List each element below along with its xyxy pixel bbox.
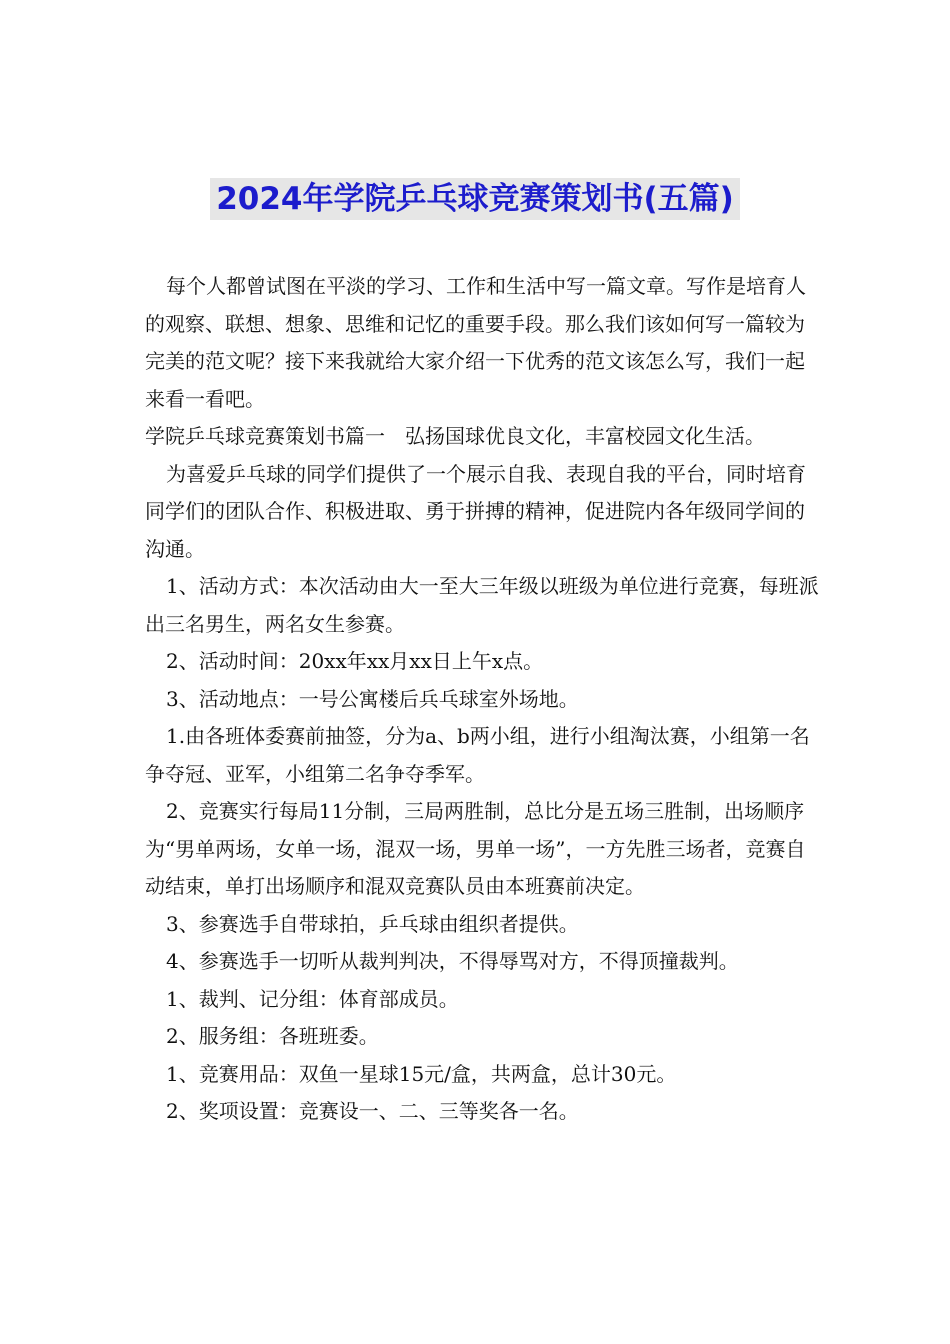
document-title: 2024年学院乒乓球竞赛策划书(五篇) [210, 178, 740, 220]
staff-referee-item: 1、裁判、记分组：体育部成员。 [166, 986, 459, 1011]
activity-method-item: 1、活动方式：本次活动由大一至大三年级以班级为单位进行竞赛，每班派出三名男生，两名女生参赛。 [145, 574, 819, 636]
activity-time-item: 2、活动时间：20xx年xx月xx日上午x点。 [166, 649, 544, 673]
activity-location-item: 3、活动地点：一号公寓楼后兵乓球室外场地。 [166, 686, 579, 711]
rule-equipment-item: 3、参赛选手自带球拍，乒乓球由组织者提供。 [166, 911, 579, 936]
budget-awards-item: 2、奖项设置：竞赛设一、二、三等奖各一名。 [166, 1099, 579, 1123]
rule-draw-item: 1.由各班体委赛前抽签，分为a、b两小组，进行小组淘汰赛，小组第一名争夺冠、亚军，小组第二名争夺季军。 [145, 724, 810, 786]
budget-supplies-item: 1、竞赛用品：双鱼一星球15元/盒，共两盒，总计30元。 [166, 1061, 677, 1086]
rule-scoring-item: 2、竞赛实行每局11分制，三局两胜制，总比分是五场三胜制，出场顺序为“男单两场，女单一场，混双一场，男单一场”，一方先胜三场者，竞赛自动结束，单打出场顺序和混双竞赛队员由本班赛前决定。 [145, 799, 806, 898]
rule-conduct-item: 4、参赛选手一切听从裁判判决，不得辱骂对方，不得顶撞裁判。 [166, 949, 739, 973]
intro-paragraph: 每个人都曾试图在平淡的学习、工作和生活中写一篇文章。写作是培育人的观察、联想、想象、思维和记忆的重要手段。那么我们该如何写一篇较为完美的范文呢？接下来我就给大家介绍一下优秀的范文该怎么写，我们一起来看一看吧。 [145, 274, 806, 411]
staff-service-item: 2、服务组：各班班委。 [166, 1024, 379, 1048]
document-body [145, 268, 821, 1131]
purpose-paragraph: 为喜爱乒乓球的同学们提供了一个展示自我、表现自我的平台，同时培育同学们的团队合作、积极进取、勇于拼搏的精神，促进院内各年级同学间的沟通。 [145, 461, 806, 561]
title-container [0, 178, 950, 220]
section-heading-paragraph: 学院乒乓球竞赛策划书篇一 弘扬国球优良文化，丰富校园文化生活。 [145, 424, 765, 448]
